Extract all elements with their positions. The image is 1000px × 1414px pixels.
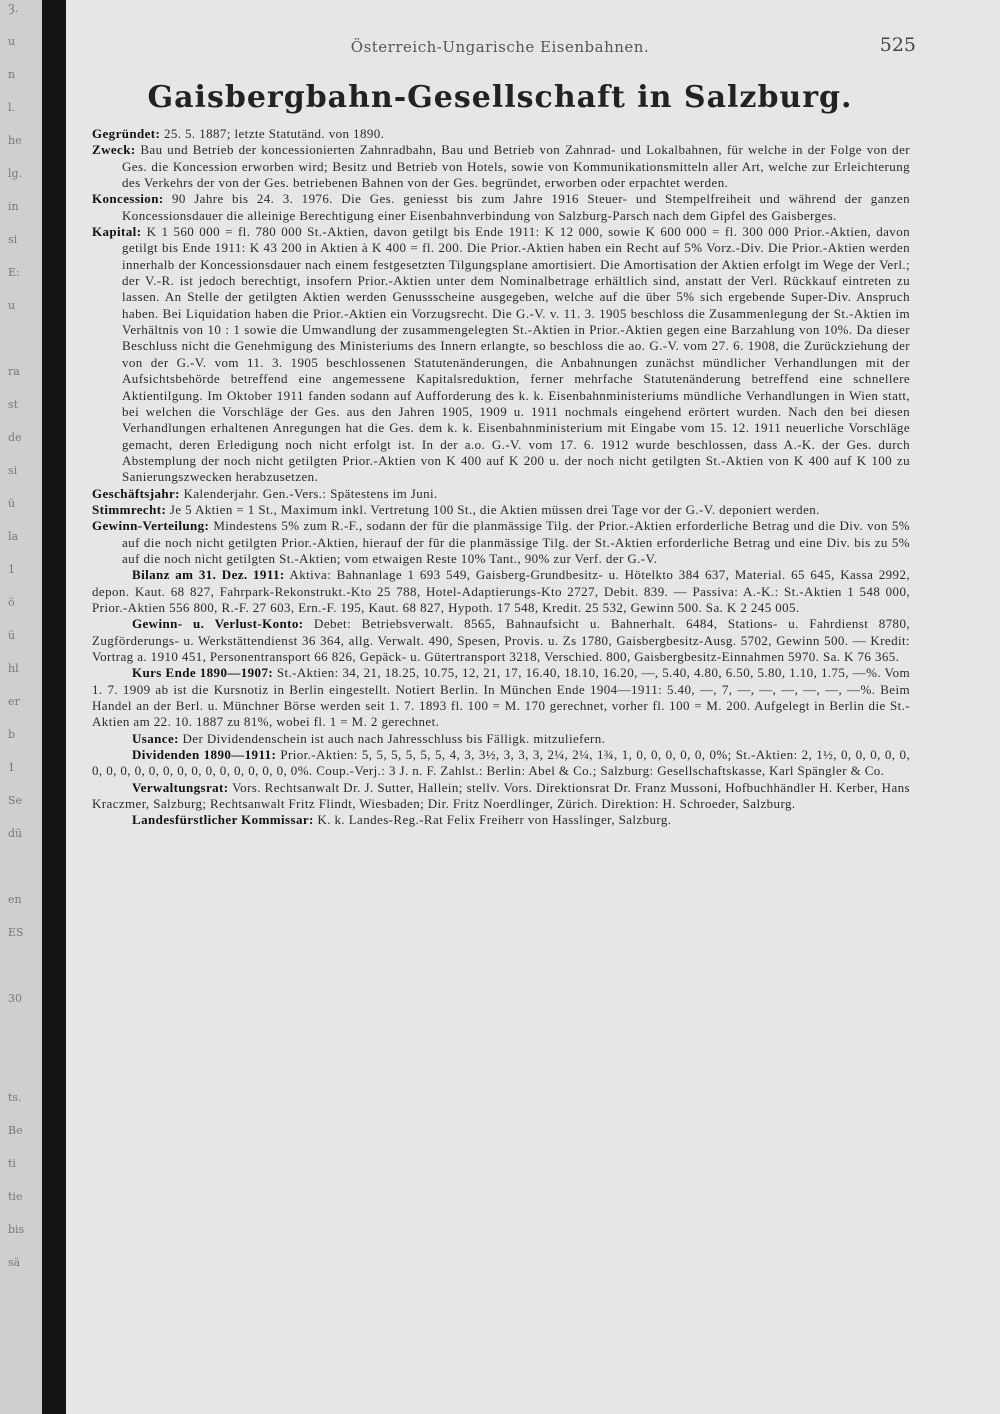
margin-fragment: in — [8, 200, 19, 213]
entry-paragraph — [92, 142, 910, 191]
margin-fragment: ü — [8, 497, 16, 510]
page-number: 525 — [879, 34, 916, 56]
entry-key: Landesfürstlicher Kommissar: — [132, 812, 314, 828]
entry-paragraph — [92, 191, 910, 224]
margin-fragment: Se — [8, 794, 23, 807]
entry-key: Gewinn- u. Verlust-Konto: — [132, 616, 304, 632]
entry-paragraph — [92, 747, 910, 780]
entry-key: Usance: — [132, 730, 179, 746]
margin-fragment: de — [8, 431, 22, 444]
entry-paragraph — [92, 518, 910, 567]
entry-key: Kapital: — [92, 224, 142, 240]
margin-fragment: la — [8, 530, 19, 543]
margin-fragment: l. — [8, 101, 16, 114]
margin-fragment: Ȝ. — [8, 2, 19, 15]
company-title: Gaisbergbahn-Gesellschaft in Salzburg. — [147, 80, 853, 115]
margin-fragment: u — [8, 35, 16, 48]
company-entry-body — [92, 126, 910, 829]
entry-text: Je 5 Aktien = 1 St., Maximum inkl. Vertretung 100 St., die Aktien müssen drei Tage vor der G.-V. deponiert werden. — [169, 501, 820, 517]
entry-key: Geschäftsjahr: — [92, 485, 180, 501]
previous-page-edge — [0, 0, 42, 1414]
margin-fragment: n — [8, 68, 16, 81]
entry-text: K. k. Landes-Reg.-Rat Felix Freiherr von Hasslinger, Salzburg. — [317, 812, 672, 828]
entry-text: Bau und Betrieb der koncessionierten Zahnradbahn, Bau und Betrieb von Zahnrad- und Lokalbahnen, für welche in der Folge von der Ges. die Koncession erworben wird; Besitz und Betrieb von Hotels, sowie von Kommunikationsmitteln aller Art, welche zur Erleichterung des Verkehrs der von der Ges. betriebenen Bahnen von der Ges. begründet, erworben oder erpachtet werden. — [122, 142, 910, 191]
entry-text: 90 Jahre bis 24. 3. 1976. Die Ges. geniesst bis zum Jahre 1916 Steuer- und Stempelfreiheit und während der ganzen Koncessionsdauer die alleinige Berechtigung einer Eisenbahnverbindung von Salzburg-Parsch nach dem Gipfel des Gaisberges. — [122, 191, 911, 223]
entry-key: Bilanz am 31. Dez. 1911: — [132, 567, 285, 583]
entry-paragraph — [92, 126, 910, 142]
entry-text: Kalenderjahr. Gen.-Vers.: Spätestens im Juni. — [183, 485, 438, 501]
margin-fragment: Be — [8, 1124, 23, 1137]
running-title: Österreich-Ungarische Eisenbahnen. — [350, 38, 650, 56]
entry-key: Verwaltungsrat: — [132, 779, 229, 795]
entry-paragraph — [92, 665, 910, 730]
margin-fragment: si — [8, 464, 18, 477]
entry-text: Mindestens 5% zum R.-F., sodann der für die planmässige Tilg. der Prior.-Aktien erforderliche Betrag und die Div. von 5% auf die noch nicht getilgten Prior.-Aktien, hierauf der für die planmässige Tilg. der St.-Aktien erforderliche Betrag und eine Div. bis zu 5% auf die noch nicht getilgten St.-Aktien; vom etwaigen Reste 10% Tant., 90% zur Verf. der G.-V. — [122, 518, 910, 566]
entry-key: Kurs Ende 1890—1907: — [132, 665, 274, 681]
margin-fragment: lg. — [8, 167, 23, 180]
margin-fragment — [0, 330, 42, 363]
entry-key: Stimmrecht: — [92, 501, 167, 517]
margin-fragment: sä — [8, 1256, 21, 1269]
margin-fragment: st — [8, 398, 19, 411]
margin-fragment: ö — [8, 596, 15, 609]
margin-fragment: ЕS — [8, 926, 24, 939]
margin-fragment: er — [8, 695, 20, 708]
margin-fragment: E: — [8, 266, 20, 279]
entry-text: Prior.-Aktien: 5, 5, 5, 5, 5, 5, 4, 3, 3½, 3, 3, 3, 2¼, 2¼, 1¾, 1, 0, 0, 0, 0, 0, 0%; St.-Aktien: 2, 1½, 0, 0, 0, 0, 0, 0, 0, 0, 0, 0, 0, 0, 0, 0, 0, 0, 0, 0, 0, 0%. Coup.-Verj.: 3 J. n. F. Zahlst.: Berlin: Abel & Co.; Salzburg: Gesellschaftskasse, Karl Spängler & Co. — [92, 747, 911, 779]
margin-fragment: b — [8, 728, 16, 741]
margin-fragment: dü — [8, 827, 23, 840]
running-header — [90, 34, 916, 60]
entry-key: Koncession: — [92, 191, 164, 207]
book-gutter — [42, 0, 66, 1414]
entry-paragraph — [92, 502, 910, 518]
margin-fragment — [0, 957, 42, 990]
margin-fragment — [0, 1023, 42, 1056]
margin-fragment: ts. — [8, 1091, 22, 1104]
margin-fragment: hl — [8, 662, 19, 675]
margin-fragment — [0, 1056, 42, 1089]
margin-fragment: 1 — [8, 563, 15, 576]
entry-text: Aktiva: Bahnanlage 1 693 549, Gaisberg-Grundbesitz- u. Hötelkto 384 637, Material. 65 645, Kassa 2992, depon. Kaut. 68 827, Fahrpark-Rekonstrukt.-Kto 25 788, Hotel-Adaptierungs-Kto 2727, Debit. 839. — Passiva: A.-K.: St.-Aktien 1 548 000, Prior.-Aktien 556 800, R.-F. 27 603, Ern.-F. 195, Kaut. 68 827, Hypoth. 17 548, Kredit. 25 532, Gewinn 500. Sa. K 2 245 005. — [92, 567, 910, 615]
margin-fragment: 1 — [8, 761, 15, 774]
entry-key: Dividenden 1890—1911: — [132, 747, 277, 763]
margin-fragment: tie — [8, 1190, 23, 1203]
margin-fragment: ra — [8, 365, 20, 378]
entry-text: Vors. Rechtsanwalt Dr. J. Sutter, Hallein; stellv. Vors. Direktionsrat Dr. Franz Mussoni, Hofbuchhändler H. Kerber, Hans Kraczmer, Salzburg; Rechtsanwalt Fritz Flindt, Wiesbaden; Dir. Fritz Noerdlinger, Zürich. Direktion: H. Schroeder, Salzburg. — [92, 779, 910, 812]
margin-fragment: he — [8, 134, 22, 147]
entry-text: Debet: Betriebsverwalt. 8565, Bahnaufsicht u. Bahnerhalt. 6484, Stations- u. Fahrdienst 8780, Zugförderungs- u. Werkstättendienst 36 364, allg. Verwalt. 490, Spesen, Provis. u. Zs 1780, Gaisbergbesitz-Ausg. 5702, Gewinn 500. — Kredit: Vortrag a. 1910 451, Personentransport 66 826, Gepäck- u. Gütertransport 3218, Verschied. 800, Gaisbergbesitz-Einnahmen 5970. Sa. K 76 365. — [92, 616, 911, 664]
margin-fragment: si — [8, 233, 18, 246]
margin-fragment: bis — [8, 1223, 25, 1236]
entry-text: Der Dividendenschein ist auch nach Jahresschluss bis Fälligk. mitzuliefern. — [182, 730, 606, 746]
margin-fragment: u — [8, 299, 16, 312]
entry-key: Zweck: — [92, 142, 136, 158]
margin-fragment: ti — [8, 1157, 16, 1170]
entry-text: K 1 560 000 = fl. 780 000 St.-Aktien, davon getilgt bis Ende 1911: K 12 000, sowie K 600 000 = fl. 300 000 Prior.-Aktien, davon getilgt bis Ende 1911: K 43 200 in Aktien à K 400 = fl. 200. Die Prior.-Aktien haben ein Recht auf 5% Vorz.-Div. Die Prior.-Aktien werden innerhalb der Koncessionsdauer nach einem festgesetzten Tilgungsplane amortisiert. Die Amortisation der Aktien erfolgt im Wege der Verl.; der V.-R. ist jedoch berechtigt, insofern Prior.-Aktien unter dem Nominalbetrage erhältlich sind, anstatt der Verl. Rückkauf eintreten zu lassen. An Stelle der getilgten Aktien werden Genussscheine ausgegeben, welche auf die über 5% sich ergebende Super-Div. Anspruch haben. Bei Liquidation haben die Prior.-Aktien ein Vorzugsrecht. Die G.-V. v. 11. 3. 1905 beschloss die Zusammenlegung der St.-Aktien im Verhältnis von 10 : 1 sowie die Umwandlung der zusammengelegten St.-Aktien in Prior.-Aktien gegen eine Barzahlung von 10%. Da dieser Beschluss nicht die Genehmigung des Ministeriums des Innern erlangte, so beschloss die ao. G.-V. vom 27. 6. 1908, die Zurückziehung der von der G.-V. vom 11. 3. 1905 beschlossenen Statutenänderungen, die Anbahnungen zunächst mündlicher Verhandlungen mit der Aufsichtsbehörde betreffend eine angemessene Kapitalsreduktion, ferner mehrfache Statutenänderung betreffend eine schnellere Aktientilgung. Im Oktober 1911 fanden sodann auf Aufforderung des k. k. Eisenbahnministeriums mündliche Verhandlungen in Wien statt, bei welchen die Vorschläge der Ges. aus den Jahren 1905, 1909 u. 1911 nochmals eingehend erörtert wurden. Nach den bei diesen Verhandlungen erhaltenen Anregungen hat die Ges. dem k. k. Eisenbahnministerium mit Eingabe vom 15. 12. 1911 neuerliche Vorschläge gemacht, deren Erledigung noch nicht erfolgt ist. In der a.o. G.-V. vom 17. 6. 1912 wurde beschlossen, dass A.-K. der Ges. durch Abstemplung der noch nicht getilgten Prior.-Aktien von K 400 auf K 200 u. der noch nicht getilgten St.-Aktien von K 400 auf K 100 zu Sanierungszwecken herabzusetzen. — [122, 224, 911, 485]
entry-paragraph — [92, 616, 910, 665]
margin-fragment: ü — [8, 629, 16, 642]
entry-paragraph — [92, 486, 910, 502]
margin-fragment — [0, 858, 42, 891]
entry-paragraph — [92, 567, 910, 616]
entry-paragraph — [92, 731, 910, 747]
entry-text: St.-Aktien: 34, 21, 18.25, 10.75, 12, 21, 17, 16.40, 18.10, 16.20, —, 5.40, 4.80, 6.50, 5.80, 1.10, 1.75, —%. Vom 1. 7. 1909 ab ist die Kursnotiz in Berlin eingestellt. Notiert Berlin. In München Ende 1904—1911: 5.40, —, 7, —, —, —, —, —, —%. Beim Handel an der Berl. u. Münchner Börse werden seit 1. 7. 1893 fl. 100 = M. 170 gerechnet, vorher fl. 100 = M. 200. Aufgelegt in Berlin die St.-Aktien am 22. 10. 1887 zu 81%, wobei fl. 1 = M. 2 gerechnet. — [92, 665, 910, 730]
entry-paragraph — [92, 780, 910, 813]
margin-fragment — [0, 1287, 42, 1320]
entry-paragraph — [92, 224, 910, 486]
entry-key: Gewinn-Verteilung: — [92, 518, 210, 534]
margin-fragment: en — [8, 893, 22, 906]
entry-paragraph — [92, 812, 910, 828]
entry-text: 25. 5. 1887; letzte Statutänd. von 1890. — [163, 126, 385, 141]
entry-key: Gegründet: — [92, 126, 161, 141]
margin-fragment: 30 — [8, 992, 22, 1005]
